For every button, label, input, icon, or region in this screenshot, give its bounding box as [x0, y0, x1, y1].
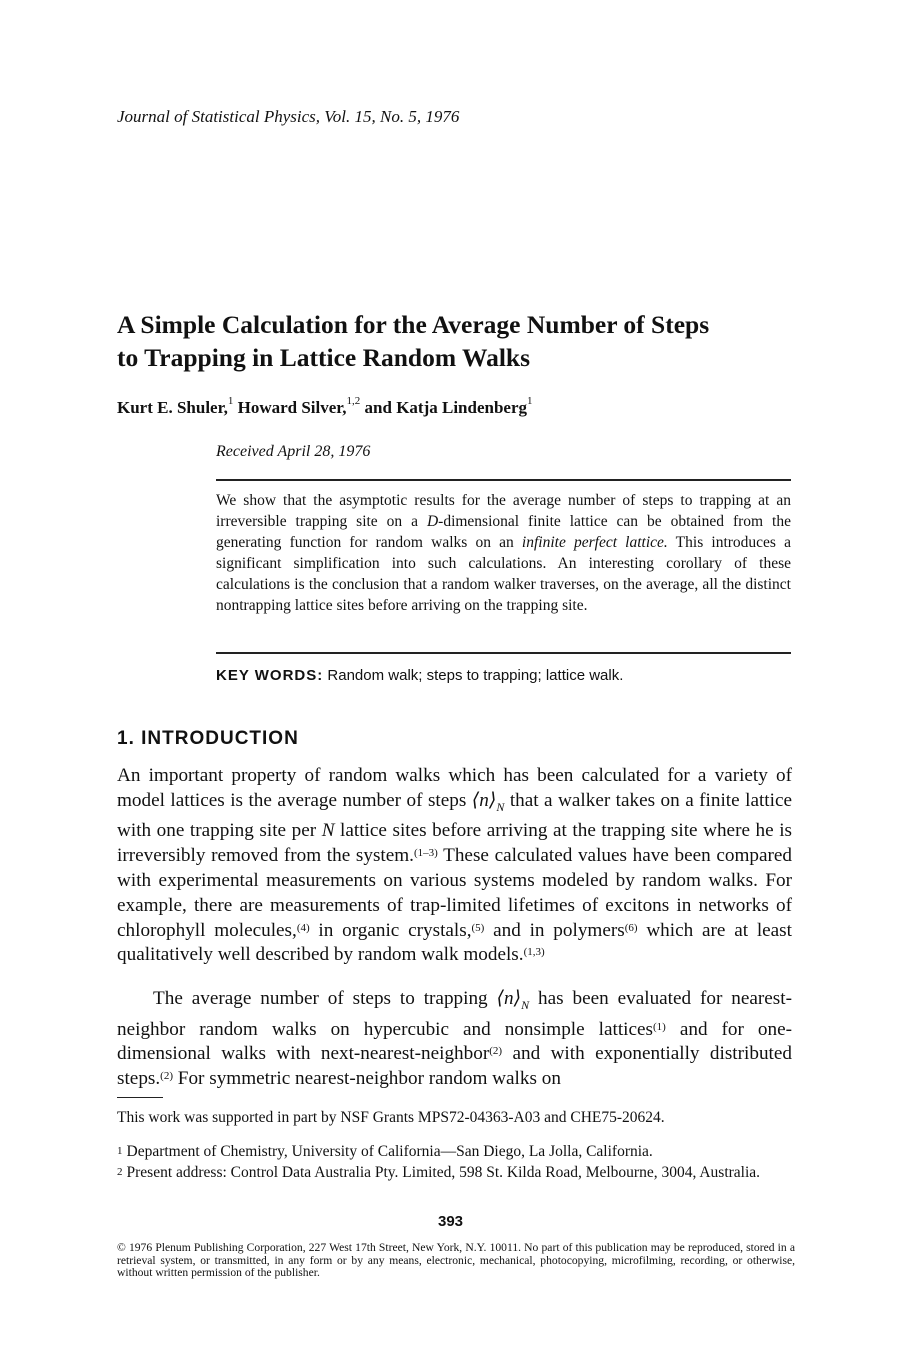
- math-symbol: D: [426, 513, 439, 530]
- author-list: [117, 395, 533, 418]
- footnote-text: Department of Chemistry, University of California—San Diego, La Jolla, California.: [126, 1143, 653, 1160]
- keywords-label: KEY WORDS:: [216, 667, 324, 684]
- body-text: lattice sites before arriving at the trapping site where he is irreversibly removed from the system.: [117, 820, 792, 867]
- affiliation-mark: 1: [527, 395, 533, 407]
- citation-ref: (2): [489, 1045, 503, 1058]
- body-text: which are at least qualitatively well described by random walk models.: [117, 919, 792, 966]
- title-line-2: to Trapping in Lattice Random Walks: [117, 343, 531, 372]
- abstract-emphasis: infinite perfect lattice.: [521, 534, 668, 551]
- author-name: and Katja Lindenberg: [364, 398, 528, 417]
- section-heading: [117, 728, 299, 750]
- body-text: and in polymers: [484, 919, 625, 941]
- body-text: The average number of steps to trapping: [153, 988, 497, 1009]
- footnote-mark: 1: [117, 1145, 123, 1157]
- footnote-text: Present address: Control Data Australia Pty. Limited, 598 St. Kilda Road, Melbourne, 3004, Australia.: [126, 1164, 761, 1181]
- abstract-bottom-rule: [216, 652, 791, 654]
- title-line-1: A Simple Calculation for the Average Number of Steps: [117, 310, 710, 339]
- keywords: [216, 667, 623, 684]
- footnote-1: [117, 1142, 795, 1162]
- body-text: These calculated values have been compared with experimental measurements on various systems modeled by random walks. For example, there are measurements of trap-limited lifetimes of excitons in networks of chlorophyll molecules,: [117, 845, 792, 941]
- affiliation-mark: 1: [227, 395, 234, 407]
- citation-ref: (2): [160, 1070, 173, 1083]
- abstract-top-rule: [216, 479, 791, 481]
- journal-citation: Journal of Statistical Physics, Vol. 15, No. 5, 1976: [117, 107, 460, 126]
- abstract: [216, 490, 791, 616]
- author-name: Howard Silver,: [237, 398, 347, 417]
- copyright-notice: © 1976 Plenum Publishing Corporation, 227 West 17th Street, New York, N.Y. 10011. No part of this publication may be reproduced, stored in a retrieval system, or transmitted, in any form or by any means, electronic, mechanical, photocopying, microfilming, recording, or otherwise, without written permission of the publisher.: [117, 1241, 795, 1279]
- citation-ref: (6): [624, 921, 638, 934]
- funding-note: This work was supported in part by NSF Grants MPS72-04363-A03 and CHE75-20624.: [117, 1109, 665, 1126]
- citation-ref: (1–3): [413, 847, 438, 860]
- footnote-rule: [117, 1097, 163, 1098]
- math-symbol: N: [321, 820, 335, 842]
- body-text: For symmetric nearest-neighbor random walks on: [173, 1068, 561, 1090]
- citation-ref: (1): [653, 1020, 666, 1033]
- paper-title: [117, 308, 797, 374]
- body-text: and with exponentially distributed steps.: [117, 1043, 792, 1090]
- body-text: and for one-dimensional walks with next-nearest-neighbor: [117, 1018, 792, 1065]
- keywords-text: Random walk; steps to trapping; lattice walk.: [327, 667, 624, 684]
- section-number: 1.: [117, 728, 135, 749]
- body-text: that a walker takes on a finite lattice with one trapping site per: [117, 789, 792, 842]
- body-text: in organic crystals,: [309, 919, 472, 941]
- author-name: Kurt E. Shuler,: [117, 398, 228, 417]
- abstract-text: This introduces a significant simplification into such calculations. An interesting corollary of these calculations is the conclusion that a random walker traverses, on the average, all the distinct nontrapping lattice sites before arriving on the trapping site.: [216, 534, 791, 614]
- footnote-mark: 2: [117, 1166, 123, 1178]
- citation-ref: (4): [296, 921, 310, 934]
- math-subscript: N: [496, 799, 505, 814]
- body-text: An important property of random walks which has been calculated for a variety of model lattices is the average number of steps: [117, 765, 792, 811]
- affiliation-mark: 1,2: [346, 395, 361, 407]
- math-expression: ⟨n⟩: [471, 789, 497, 811]
- abstract-text: -dimensional finite lattice can be obtained from the generating function for random walks on an: [216, 513, 791, 551]
- intro-paragraph-2: [117, 987, 792, 1092]
- citation-ref: (5): [471, 921, 485, 934]
- page-number: 393: [437, 1213, 464, 1230]
- intro-paragraph-1: [117, 764, 792, 968]
- citation-ref: (1,3): [523, 946, 545, 959]
- math-expression: ⟨n⟩: [496, 988, 522, 1009]
- body-text: has been evaluated for nearest-neighbor random walks on hypercubic and nonsimple lattices: [117, 988, 792, 1040]
- math-subscript: N: [521, 997, 530, 1012]
- footnote-2: [117, 1163, 795, 1183]
- received-date: Received April 28, 1976: [216, 443, 371, 460]
- abstract-text: We show that the asymptotic results for the average number of steps to trapping at an irreversible trapping site on a: [216, 492, 791, 530]
- section-title: INTRODUCTION: [141, 728, 299, 749]
